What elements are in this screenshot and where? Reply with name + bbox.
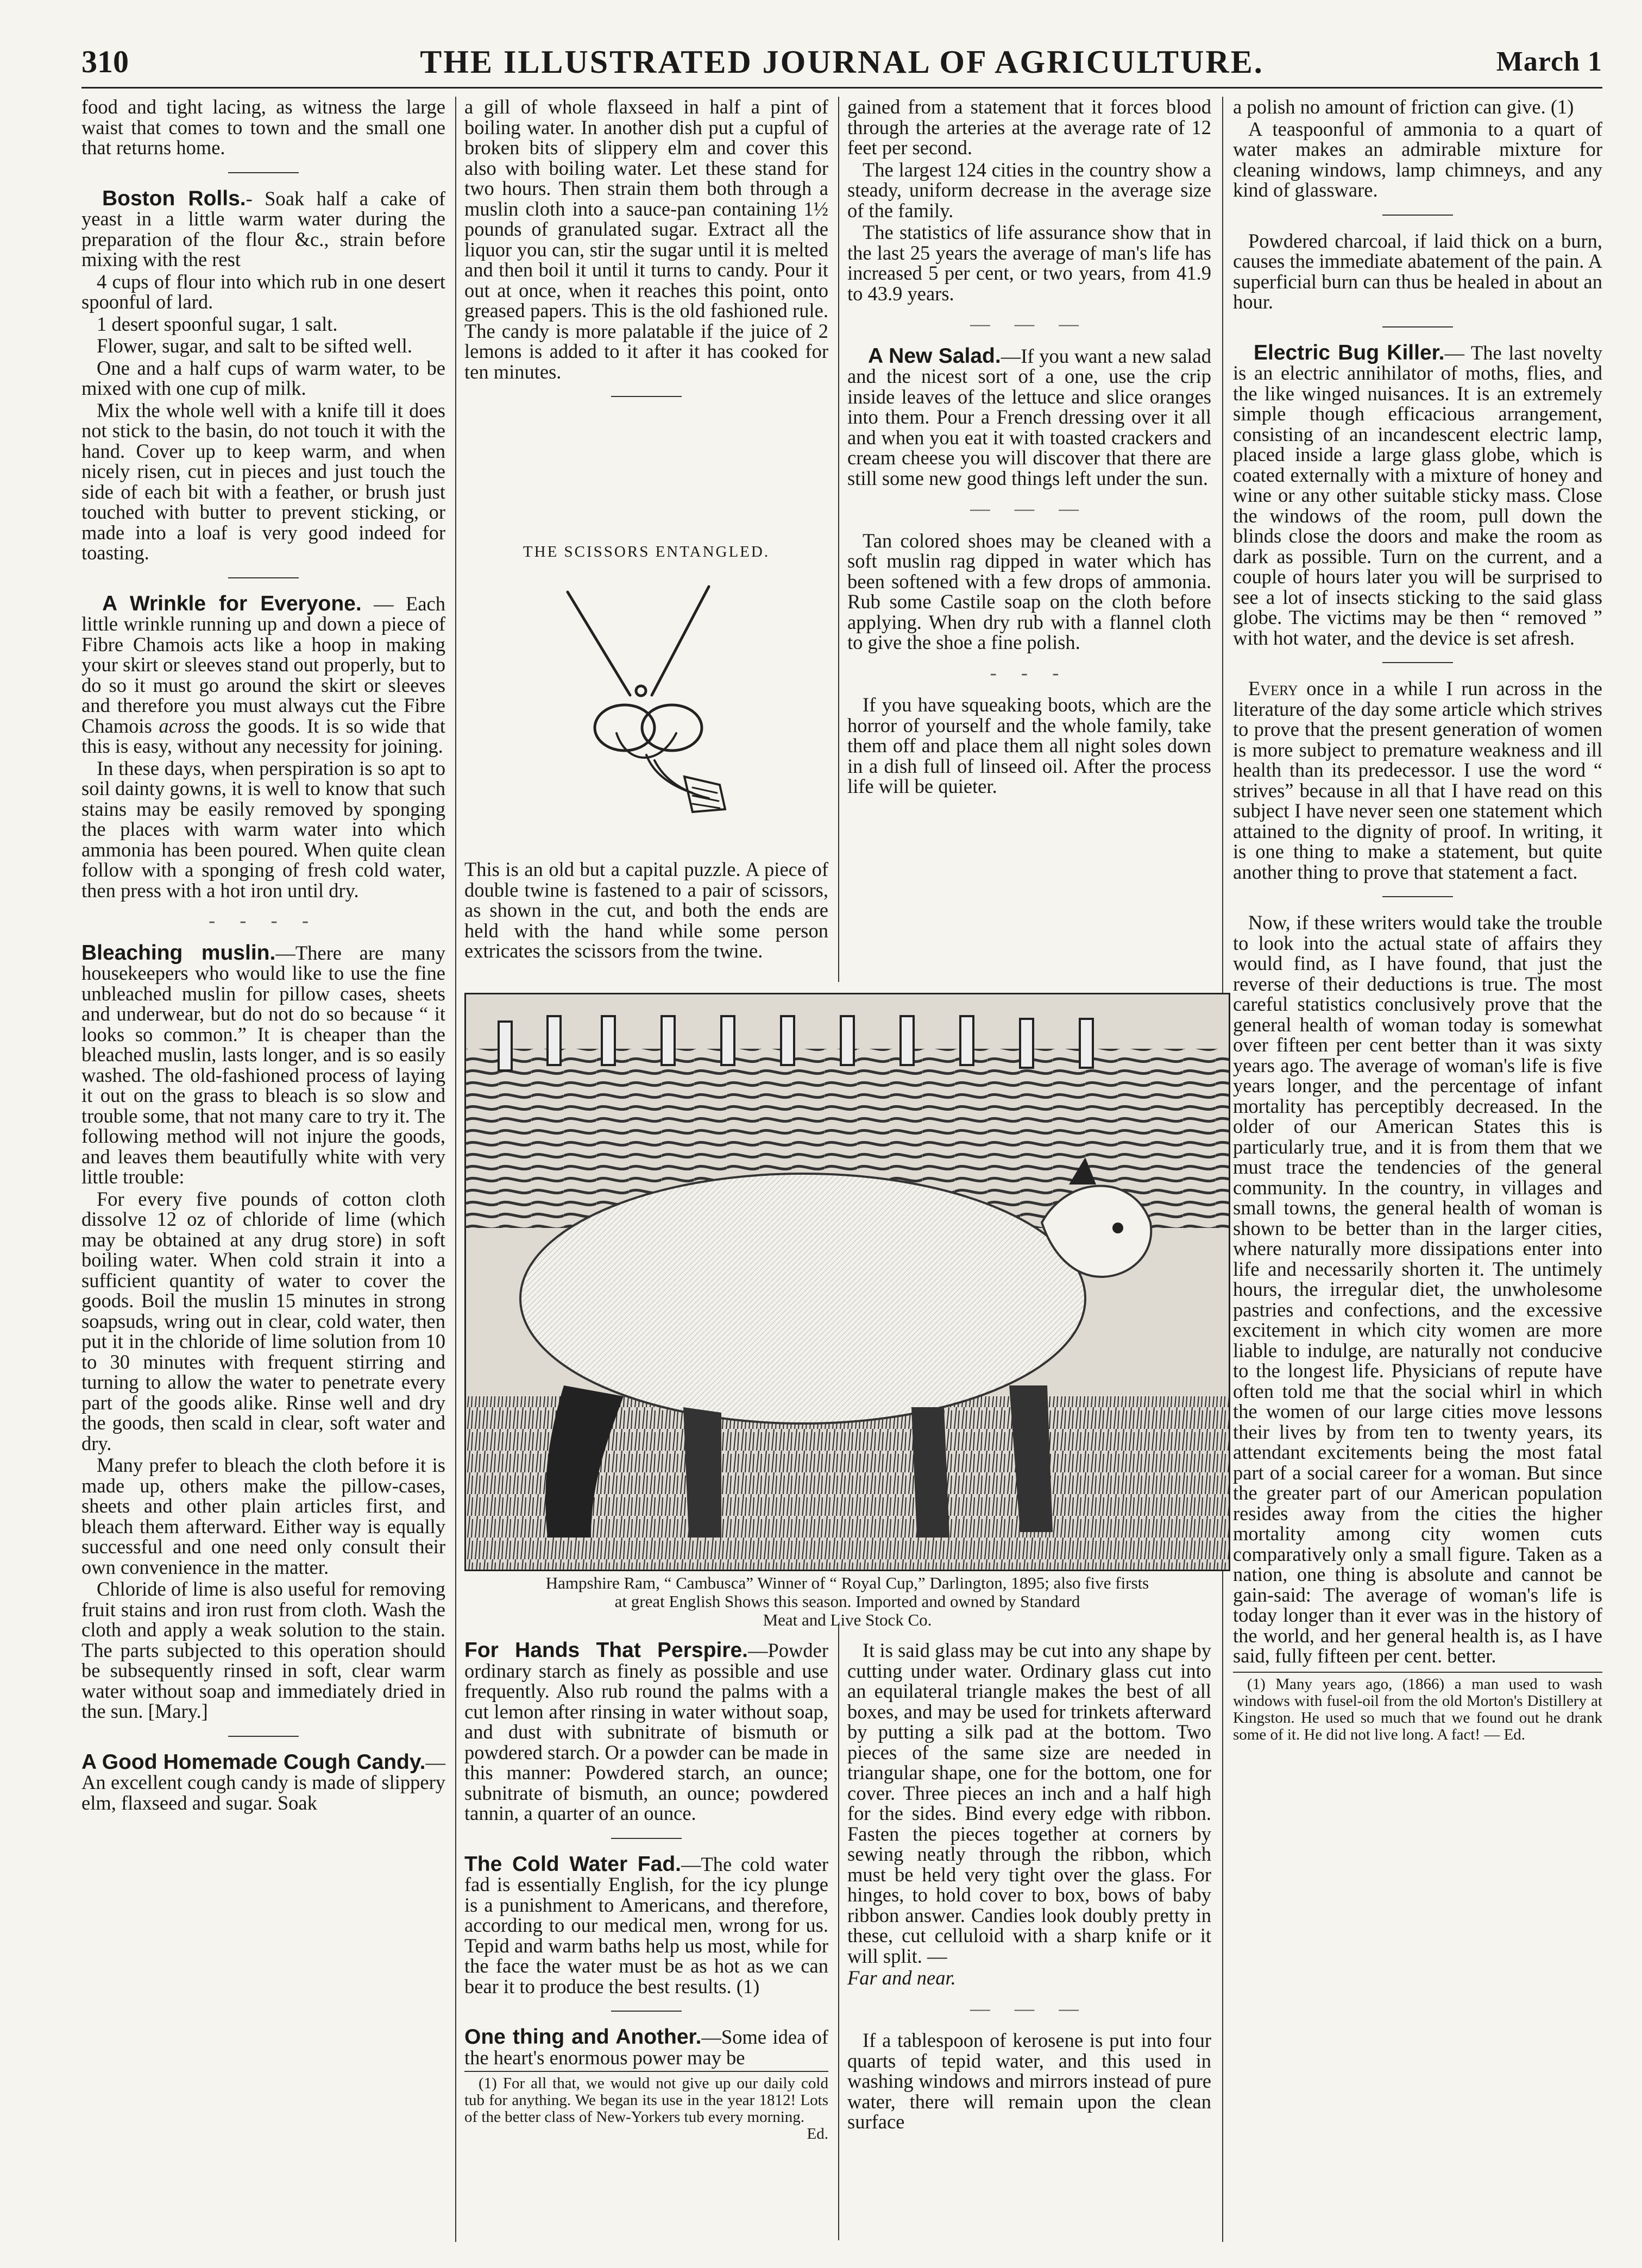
scissors-pivot — [636, 686, 646, 696]
column-rule — [838, 97, 839, 982]
scissors-handle-loop — [595, 705, 655, 751]
paragraph-signature — [847, 1968, 1211, 1988]
paragraph: Chloride of lime is also useful for removing fruit stains and iron rust from cloth. Wash the cloth and apply a weak solution to the stain. The parts subjected to this operation should be subsequently rinsed in soft, clear warm water without soap and immediately dried in the sun. [Mary.] — [81, 1578, 445, 1722]
paragraph: One and a half cups of warm water, to be mixed with one cup of milk. — [81, 356, 445, 399]
section-divider: — — — — [970, 312, 1089, 335]
paragraph: In these days, when perspiration is so apt to soil dainty gowns, it is well to know that such stains may be easily removed by sponging the places with warm water into which ammonia has been poured. When quite clean follow with a sponging of fresh cold water, then press with a hot iron until dry. — [81, 757, 445, 902]
article-text: —If you want a new salad and the nicest sort of a one, use the crip inside leaves of the lettuce and slice oranges into them. Pour a French dressing over it all and when you eat it with toasted crackers and cream cheese you will discover that there are still some new good things left under the sun. — [847, 344, 1211, 489]
article-text: — Each little wrinkle running up and down a piece of Fibre Chamois acts like a hoop in making your skirt or sleeves stand out properly, but to do so it must go around the skirt or sleeves and therefore you must always cut the Fibre Chamois — [81, 592, 445, 737]
hand-fingers — [693, 788, 720, 808]
section-divider: — — — — [970, 1996, 1089, 2019]
paragraph: If a tablespoon of kerosene is put into four quarts of tepid water, and this used in washing windows and mirrors instead of pure water, there will remain upon the clean surface — [847, 2029, 1211, 2133]
article-text: —Some idea of the heart's enormous power may be — [464, 2026, 828, 2069]
article-heading: Bleaching muslin. — [81, 941, 276, 965]
article-text: the goods. It is so wide that this is easy, without any necessity for joining. — [81, 714, 445, 757]
column-rule — [838, 1624, 839, 2240]
hampshire-ram-illustration — [466, 994, 1229, 1570]
signature: Far and near. — [847, 1967, 956, 1989]
section-divider: - - - — [990, 661, 1069, 684]
paragraph: a gill of whole flaxseed in half a pint of boiling water. In another dish put a cupful of broken bits of slippery elm and cover this also with boiling water. Let these stand for two hours. Then strain them both through a muslin cloth into a sauce-pan containing 1½ pounds of granulated sugar. Extract all the liquor you can, stir the sugar until it is melted and then boil it until it turns to candy. Pour it out at once, when it reaches this point, onto greased papers. This is the old fashioned rule. The candy is more palatable if the juice of 2 lemons is added to it after it has cooked for ten minutes. — [464, 96, 828, 383]
article-every-once — [1233, 678, 1602, 882]
scissors-blade — [652, 587, 709, 695]
recipe-line: 4 cups of flour into which rub in one desert spoonful of lard. — [81, 270, 445, 313]
footnote-rule — [1233, 1672, 1602, 1673]
recipe-line: Flower, sugar, and salt to be sifted well. — [97, 335, 412, 357]
column-2-lower — [464, 859, 828, 963]
article-text: —The cold water fad is essentially English, for the icy plunge is a punishment to Americans, and therefore, according to our medical men, wrong for us. Tepid and warm baths help us most, while for the face the water must be as hot as we can bear it to produce the best results. (1) — [464, 1853, 828, 1998]
scissors-illustration — [530, 570, 758, 826]
scissors-puzzle-figure — [464, 538, 828, 842]
section-divider — [611, 2011, 682, 2012]
footnote-text: (1) For all that, we would not give up our daily cold tub for anything. We began its use in the year 1812! Lots of the better class of New-Yorkers tub every morning. — [464, 2075, 828, 2126]
section-divider — [228, 577, 299, 578]
emphasis: across — [159, 714, 210, 737]
caption-line: Hampshire Ram, “ Cambusca” Winner of “ Royal Cup,” Darlington, 1895; also five firsts — [545, 1573, 1149, 1592]
column-rule — [455, 97, 456, 2242]
paragraph: The largest 124 cities in the country show a steady, uniform decrease in the average size of the family. — [847, 158, 1211, 222]
paragraph: Many prefer to bleach the cloth before it is made up, others make the pillow-cases, sheets and other plain articles first, and bleach them afterward. Either way is equally successful and one need only consult their own convenience in the matter. — [81, 1454, 445, 1578]
column-2 — [464, 97, 828, 412]
section-divider — [1382, 215, 1453, 216]
article-bleaching — [81, 943, 445, 1187]
article-hands — [464, 1640, 828, 1824]
column-2-bottom — [464, 1640, 828, 2143]
twine — [646, 755, 693, 793]
scissors-blade — [568, 592, 630, 695]
ram-caption — [464, 1574, 1230, 1629]
page-number: 310 — [81, 44, 129, 79]
footnote — [464, 2075, 828, 2143]
page-header — [81, 38, 1602, 89]
paragraph: If you have squeaking boots, which are the horror of yourself and the whole family, take them off and place them all night soles down in a dish full of linseed oil. After the process life will be quieter. — [847, 694, 1211, 797]
article-text: - Soak half a cake of yeast in a little warm water during the preparation of the flour &c., strain before mixing with the rest — [81, 187, 445, 270]
section-divider — [228, 1736, 299, 1737]
paragraph: For every five pounds of cotton cloth dissolve 12 oz of chloride of lime (which may be obtained at any drug store) in soft boiling water. When cold strain it into a sufficient quantity of water to cover the goods. Boil the muslin 15 minutes in strong soapsuds, wring out in clear, cold water, then put it in the chloride of lime solution from 10 to 30 minutes with frequent stirring and turning to allow the water to penetrate every part of the goods alike. Rinse well and dry the goods, then scald in clear, soft water and dry. — [81, 1187, 445, 1454]
caption-line: at great English Shows this season. Imported and owned by Standard — [614, 1592, 1080, 1611]
ram-eye — [1112, 1223, 1123, 1233]
paragraph: Now, if these writers would take the trouble to look into the actual state of affairs they would find, as I have found, that just the reverse of their deductions is true. The most careful statistics conclusively prove that the general health of woman today is somewhat over fifteen per cent better than it was sixty years ago. The average of woman's life is five years longer, and the percentage of infant mortality has perceptibly decreased. In the older of our American States this is particularly true, and it is from them that we must trace the tendencies of the general community. In the country, in villages and small towns, the general health of woman is shown to be better than in the larger cities, where naturally more dissipations enter into life and necessarily shorten it. The untimely hours, the irregular diet, the unwholesome pastries and confections, and the excessive excitement in which city women are more liable to indulge, are naturally not conducive to the longest life. Physicians of repute have often told me that the social whirl in which the women of our large cities move lessons their lives by from ten to twenty years, its attendant excitements being the most fatal part of a social career for a woman. But since the greater part of our American population resides away from the cities the higher mortality among city women cuts comparatively only a small figure. Taken as a nation, one thing is absolute and cannot be gain-said: The average of woman's life is today longer than it ever was in the history of the world, and her general health is, as I have said, fully fifteen per cent. better. — [1233, 911, 1602, 1667]
column-3-bottom — [847, 1640, 1211, 2134]
article-heading: A Wrinkle for Everyone. — [102, 591, 362, 615]
column-1 — [81, 97, 445, 1815]
article-heading: A New Salad. — [868, 344, 1001, 368]
column-4 — [1233, 97, 1602, 1743]
journal-title: THE ILLUSTRATED JOURNAL OF AGRICULTURE. — [420, 44, 1264, 80]
journal-page — [81, 38, 1602, 2243]
issue-date: March 1 — [1496, 46, 1602, 77]
paragraph: Tan colored shoes may be cleaned with a soft muslin rag dipped in water which has been softened with a few drops of ammonia. Rub some Castile soap on the cloth before applying. When dry rub with a flannel cloth to give the shoe a fine polish. — [847, 529, 1211, 653]
article-text: —There are many housekeepers who would like to use the fine unbleached muslin for pillow cases, sheets and underwear, but do not do so because “ it looks so common.” It is cheaper than the bleached muslin, lasts longer, and is so easily washed. The old-fashioned process of laying it out on the grass to bleach is so slow and trouble some, that not many care to try it. The following method will not injure the goods, and leaves them beautifully white with very little trouble: — [81, 941, 446, 1188]
article-one-thing — [464, 2027, 828, 2068]
article-cold-water — [464, 1854, 828, 1997]
article-text: — An excellent cough candy is made of slippery elm, flaxseed and sugar. Soak — [81, 1750, 445, 1814]
article-wrinkle — [81, 591, 445, 757]
article-bug-killer — [1233, 343, 1602, 648]
article-new-salad — [847, 346, 1211, 489]
section-divider — [611, 1838, 682, 1839]
figure-caption: THE SCISSORS ENTANGLED. — [523, 543, 770, 560]
ram-leg — [911, 1407, 949, 1538]
article-heading: One thing and Another. — [464, 2025, 702, 2049]
footnote — [1233, 1676, 1602, 1743]
ram-engraving — [464, 993, 1230, 1571]
paragraph: This is an old but a capital puzzle. A piece of double twine is fastened to a pair of scissors, as shown in the cut, and both the ends are held with the hand while some person extricates the scissors from the twine. — [464, 858, 828, 962]
section-divider — [1382, 896, 1453, 897]
section-divider: — — — — [970, 497, 1089, 519]
paragraph: gained from a statement that it forces blood through the arteries at the average rate of 12 feet per second. — [847, 96, 1211, 159]
paragraph: It is said glass may be cut into any shape by cutting under water. Ordinary glass cut into an equilateral triangle makes the best of all boxes, and may be used for trinkets afterward by putting a silk pad at the bottom. Two pieces of the same size are needed in triangular shape, one for the bottom, one for cover. Three pieces an inch and a half high for the sides. Bind every edge with ribbon. Fasten the pieces together at corners by sewing neatly through the ribbon, which must be held very tight over the glass. For hinges, to hold cover to box, bows of baby ribbon answer. Candies look doubly pretty in these, cut celluloid with a sharp knife or it will split. — — [847, 1639, 1211, 1967]
section-divider: - - - - — [209, 909, 318, 931]
section-divider — [1382, 662, 1453, 663]
section-divider — [228, 172, 299, 173]
lead-word: Every — [1248, 677, 1298, 700]
caption-line: Meat and Live Stock Co. — [763, 1610, 932, 1629]
article-text: —Powder ordinary starch as finely as possible and use frequently. Also rub round the palms with a cut lemon after rinsing in water without soap, and dust with subnitrate of bismuth or powdered starch. Or a powder can be made in this manner: Powdered starch, an ounce; subnitrate of bismuth, an ounce; powdered tannin, a quarter of an ounce. — [464, 1639, 828, 1824]
column-3 — [847, 97, 1211, 798]
scissors-handle-loop — [642, 705, 702, 751]
section-divider — [611, 396, 682, 397]
article-text: — The last novelty is an electric annihilator of moths, flies, and the like winged nuisances. It is an extremely simple though efficacious arrangement, consisting of an incandescent electric lamp, placed inside a large glass globe, which is coated externally with a mixture of honey and wine or any other suitable sticky mass. Close the windows of the room, pull down the blinds close the doors and make the room as dark as possible. Turn on the current, and a couple of hours later you will be surprised to see a lot of insects sticking to the said glass globe. The victims may be then “ removed ” with hot water, and the device is set afresh. — [1233, 341, 1602, 649]
paragraph: The statistics of life assurance show that in the last 25 years the average of man's life has increased 5 per cent, or two years, from 41.9 to 43.9 years. — [847, 221, 1211, 305]
recipe-line: 1 desert spoonful sugar, 1 salt. — [97, 312, 338, 335]
footnote-text: (1) Many years ago, (1866) a man used to wash windows with fusel-oil from the old Morton's Distillery at Kingston. He used so much that we found out he drank some of it. He did not live long. A fact! — Ed. — [1233, 1675, 1602, 1743]
article-heading: For Hands That Perspire. — [464, 1639, 748, 1662]
article-boston-rolls — [81, 188, 445, 270]
paragraph: a polish no amount of friction can give. (1) — [1233, 96, 1574, 118]
article-heading: The Cold Water Fad. — [464, 1852, 681, 1876]
paragraph: A teaspoonful of ammonia to a quart of water makes an admirable mixture for cleaning windows, lamp chimneys, and any kind of glassware. — [1233, 117, 1602, 201]
article-heading: Electric Bug Killer. — [1254, 341, 1445, 364]
article-heading: A Good Homemade Cough Candy. — [81, 1750, 426, 1774]
paragraph: Mix the whole well with a knife till it does not stick to the basin, do not touch it with the hand. Cover up to keep warm, and when nicely risen, cut in pieces and just touch the side of each bit with a feather, or brush just touched with butter to prevent sticking, or made into a loaf is very good indeed for toasting. — [81, 399, 445, 564]
section-divider — [1382, 326, 1453, 327]
article-heading: Boston Rolls. — [102, 186, 246, 210]
paragraph: Powdered charcoal, if laid thick on a burn, causes the immediate abatement of the pain. A superficial burn can thus be healed in about an hour. — [1233, 229, 1602, 313]
paragraph: food and tight lacing, as witness the large waist that comes to town and the small one that returns home. — [81, 96, 445, 159]
ram-leg — [683, 1407, 721, 1538]
footnote-rule — [464, 2071, 828, 2072]
footnote-signature: Ed. — [807, 2125, 828, 2143]
article-text: once in a while I run across in the literature of the day some article which strives to prove that the present generation of women is more subject to premature weakness and ill health than its predecessor. I use the word “ strives” because in all that I have read on this subject I have never seen one statement which attained to the dignity of proof. In writing, it is one thing to make a statement, but quite another thing to prove that statement a fact. — [1233, 677, 1602, 883]
hand-outline — [684, 777, 725, 812]
article-cough-candy — [81, 1752, 445, 1813]
